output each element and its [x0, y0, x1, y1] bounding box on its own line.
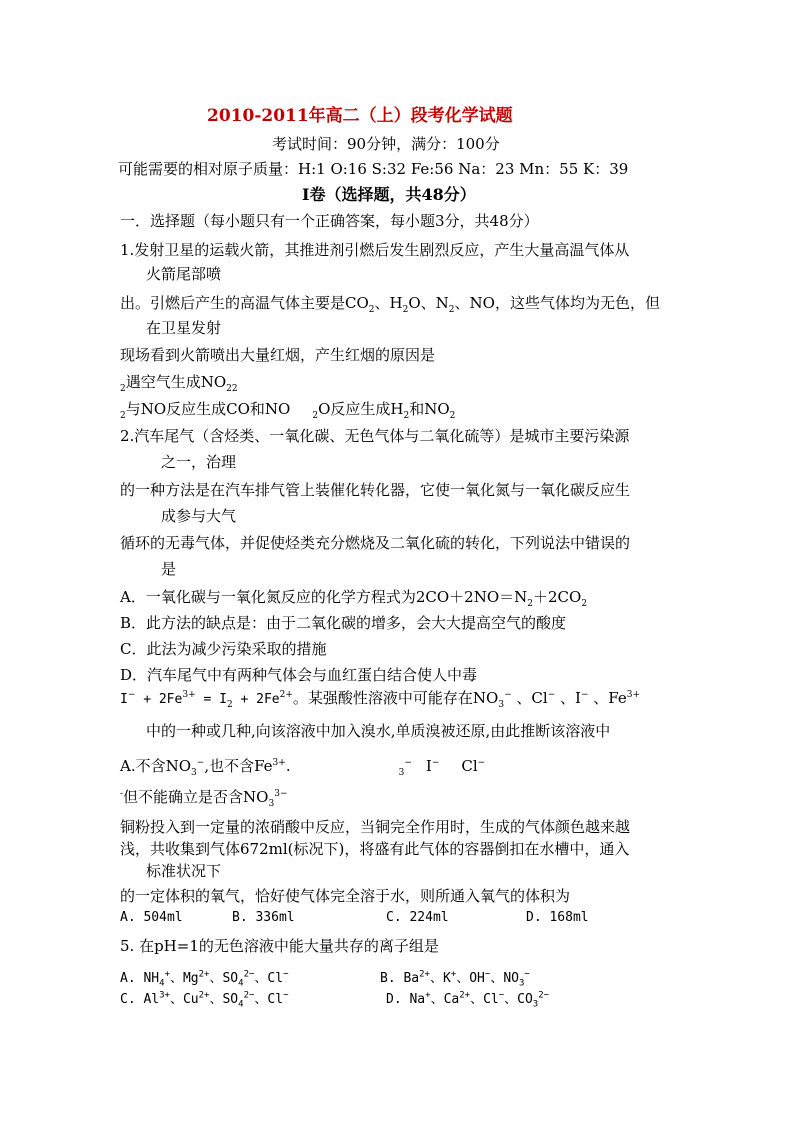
- q5-option-a: A. $NH_4^+$、$Mg^{2+}$、$SO_4^{2-}$、Cl−: [120, 969, 289, 989]
- q2-option-d: D．汽车尾气中有两种气体会与血红蛋白结合使人中毒: [120, 666, 478, 684]
- q1-line-7: $_2$与NO反应生成CO和NO $_2$O反应生成$H_2$和$NO_2$: [120, 400, 456, 421]
- section-heading: 一．选择题（每小题只有一个正确答案，每小题3分，共48分）: [120, 212, 539, 230]
- exam-time-score: 考试时间：90分钟，满分：100分: [272, 135, 500, 153]
- q2-line-6: 是: [161, 560, 177, 578]
- q4-option-d: D. 168ml: [526, 910, 589, 925]
- q3-line-2: 中的一种或几种,向该溶液中加入溴水,单质溴被还原,由此推断该溶液中: [146, 722, 611, 740]
- q1-line-1: 1.发射卫星的运载火箭，其推进剂引燃后发生剧烈反应，产生大量高温气体从: [120, 241, 630, 259]
- q2-option-c: C．此法为减少污染采取的措施: [120, 640, 327, 658]
- part-title: I卷（选择题，共48分）: [302, 185, 476, 204]
- q3-line-3: A.不含$NO_3^-$,也不含$Fe^{3+}$. $_3$− I− Cl−: [120, 757, 486, 778]
- q3-line-4: -但不能确立是否含$NO_3^{3-}$: [120, 788, 288, 809]
- q5-stem: 5. 在pH=1的无色溶液中能大量共存的离子组是: [120, 937, 439, 955]
- q4-line-1: 铜粉投入到一定量的浓硝酸中反应，当铜完全作用时，生成的气体颜色越来越: [120, 818, 631, 836]
- q2-line-5: 循环的无毒气体，并促使烃类充分燃烧及二氧化硫的转化，下列说法中错误的: [120, 534, 631, 552]
- q4-line-3: 标准状况下: [146, 862, 222, 880]
- q1-line-5: 现场看到火箭喷出大量红烟，产生红烟的原因是: [120, 346, 436, 364]
- q4-option-b: B. 336ml: [232, 910, 295, 925]
- page-title: 2010-2011年高二（上）段考化学试题: [207, 106, 513, 126]
- q2-option-b: B．此方法的缺点是：由于二氧化碳的增多，会大大提高空气的酸度: [120, 614, 567, 632]
- q2-line-3: 的一种方法是在汽车排气管上装催化转化器，它使一氧化氮与一氧化碳反应生: [120, 481, 631, 499]
- q3-line-1: $I^- + 2Fe^{3+} = I_2 + 2Fe^{2+}$。某强酸性溶液中可能存在$NO_3^-$ 、Cl− 、I− 、$Fe^{3+}$: [120, 689, 640, 710]
- q1-line-3: 出。引燃后产生的高温气体主要是$CO_2$、$H_2O$、$N_2$、NO，这些气体均为无色，但: [120, 294, 660, 315]
- q4-line-4: 的一定体积的氧气，恰好使气体完全溶于水，则所通入氧气的体积为: [120, 887, 571, 905]
- q2-line-4: 成参与大气: [161, 507, 237, 525]
- q2-option-a: A．一氧化碳与一氧化氮反应的化学方程式为$2CO+2NO=N_2+2CO_2$: [120, 588, 588, 609]
- q1-line-4: 在卫星发射: [146, 319, 222, 337]
- q1-line-2: 火箭尾部喷: [146, 265, 222, 283]
- q5-option-b: B. $Ba^{2+}$、K+、OH−、$NO_3^-$: [380, 969, 530, 989]
- q2-line-1: 2.汽车尾气（含烃类、一氧化碳、无色气体与二氧化硫等）是城市主要污染源: [120, 427, 630, 445]
- q1-line-6: $_2$遇空气生成$NO_{22}$: [120, 373, 238, 394]
- q5-option-d: D. Na+、$Ca^{2+}$、Cl−、$CO_3^{2-}$: [386, 990, 550, 1010]
- q4-option-a: A. 504ml: [120, 910, 183, 925]
- q4-option-c: C. 224ml: [386, 910, 449, 925]
- atomic-mass-line: 可能需要的相对原子质量：H:1 O:16 S:32 Fe:56 Na：23 Mn：55 K：39: [118, 160, 629, 178]
- q2-line-2: 之一，治理: [161, 453, 237, 471]
- q5-option-c: C. $Al^{3+}$、$Cu^{2+}$、$SO_4^{2-}$、Cl−: [120, 990, 289, 1010]
- q4-line-2: 浅，共收集到气体672ml(标况下)，将盛有此气体的容器倒扣在水槽中，通入: [120, 840, 630, 858]
